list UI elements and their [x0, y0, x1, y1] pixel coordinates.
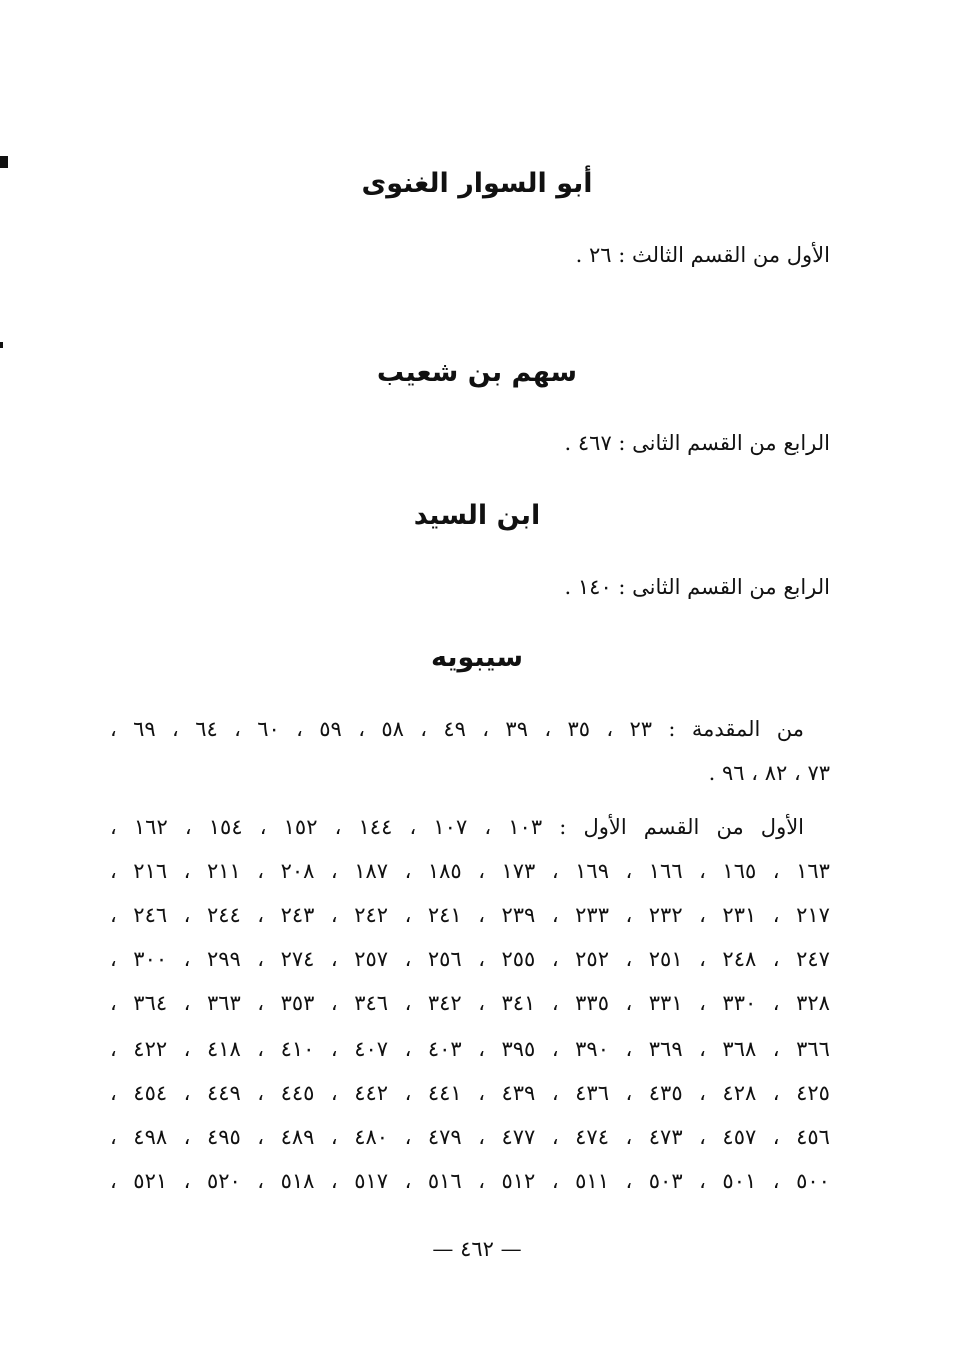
entry-reference: ٢١٧ ، ٢٣١ ، ٢٣٢ ، ٢٣٣ ، ٢٣٩ ، ٢٤١ ، ٢٤٢ ، ٢٤٣ ، ٢٤٤ ، ٢٤٦ ،	[110, 903, 830, 927]
entry-reference: ٣٦٦ ، ٣٦٨ ، ٣٦٩ ، ٣٩٠ ، ٣٩٥ ، ٤٠٣ ، ٤٠٧ ، ٤١٠ ، ٤١٨ ، ٤٢٢ ،	[110, 1037, 830, 1061]
entry-reference: ٧٣ ، ٨٢ ، ٩٦ .	[708, 761, 830, 785]
entry-reference: ٣٢٨ ، ٣٣٠ ، ٣٣١ ، ٣٣٥ ، ٣٤١ ، ٣٤٢ ، ٣٤٦ ، ٣٥٣ ، ٣٦٣ ، ٣٦٤ ،	[110, 991, 830, 1015]
entry-reference: ٤٢٥ ، ٤٢٨ ، ٤٣٥ ، ٤٣٦ ، ٤٣٩ ، ٤٤١ ، ٤٤٢ ، ٤٤٥ ، ٤٤٩ ، ٤٥٤ ،	[110, 1081, 830, 1105]
entry-reference: ٥٠٠ ، ٥٠١ ، ٥٠٣ ، ٥١١ ، ٥١٢ ، ٥١٦ ، ٥١٧ ، ٥١٨ ، ٥٢٠ ، ٥٢١ ،	[110, 1169, 830, 1193]
entry-reference: من المقدمة : ٢٣ ، ٣٥ ، ٣٩ ، ٤٩ ، ٥٨ ، ٥٩ ، ٦٠ ، ٦٤ ، ٦٩ ،	[110, 717, 804, 741]
scan-edge-mark	[0, 342, 3, 348]
entry-reference: الأول من القسم الأول : ١٠٣ ، ١٠٧ ، ١٤٤ ، ١٥٢ ، ١٥٤ ، ١٦٢ ،	[110, 815, 805, 839]
page-number: — ٤٦٢ —	[432, 1237, 522, 1261]
entry-reference: الأول من القسم الثالث : ٢٦ .	[575, 243, 830, 267]
entry-reference: ١٦٣ ، ١٦٥ ، ١٦٦ ، ١٦٩ ، ١٧٣ ، ١٨٥ ، ١٨٧ ، ٢٠٨ ، ٢١١ ، ٢١٦ ،	[110, 859, 830, 883]
entry-heading: سهم بن شعيب	[376, 357, 578, 388]
entry-reference: الرابع من القسم الثانى : ١٤٠ .	[564, 575, 830, 599]
entry-heading: سيبويه	[430, 642, 524, 673]
entry-reference: الرابع من القسم الثانى : ٤٦٧ .	[564, 431, 830, 455]
entry-heading: ابن السيد	[413, 500, 541, 531]
entry-heading: أبو السوار الغنوى	[361, 168, 593, 199]
entry-reference: ٤٥٦ ، ٤٥٧ ، ٤٧٣ ، ٤٧٤ ، ٤٧٧ ، ٤٧٩ ، ٤٨٠ ، ٤٨٩ ، ٤٩٥ ، ٤٩٨ ،	[110, 1125, 830, 1149]
entry-reference: ٢٤٧ ، ٢٤٨ ، ٢٥١ ، ٢٥٢ ، ٢٥٥ ، ٢٥٦ ، ٢٥٧ ، ٢٧٤ ، ٢٩٩ ، ٣٠٠ ،	[110, 947, 830, 971]
